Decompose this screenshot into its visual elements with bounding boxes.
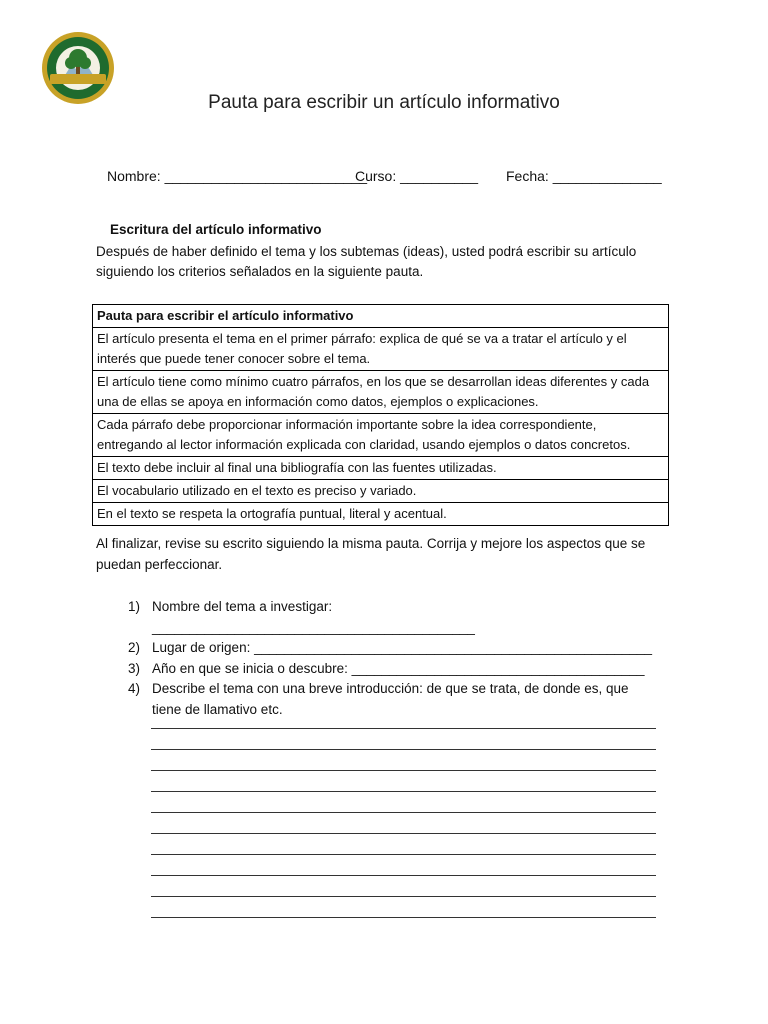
criteria-row: El artículo tiene como mínimo cuatro párrafos, en los que se desarrollan ideas diferentes y cada una de ellas se apoya en información como datos, ejemplos o explicaciones.	[93, 371, 669, 414]
answer-line[interactable]	[151, 834, 656, 855]
answer-line[interactable]	[151, 876, 656, 897]
closing-paragraph: Al finalizar, revise su escrito siguiendo la misma pauta. Corrija y mejore los aspectos que se puedan perfeccionar.	[96, 536, 646, 572]
fecha-field[interactable]: Fecha: ______________	[506, 168, 662, 184]
answer-line[interactable]	[151, 813, 656, 834]
question-text: Año en que se inicia o descubre: _______________________________________	[152, 660, 645, 676]
criteria-row: Cada párrafo debe proporcionar información importante sobre la idea correspondiente, entregando al lector información explicada con claridad, usando ejemplos o datos concretos.	[93, 414, 669, 457]
criteria-table-header: Pauta para escribir el artículo informativo	[93, 305, 669, 328]
answer-line[interactable]	[151, 792, 656, 813]
criteria-row: El vocabulario utilizado en el texto es preciso y variado.	[93, 480, 669, 503]
answer-lines[interactable]	[151, 708, 656, 918]
criteria-row: El texto debe incluir al final una bibliografía con las fuentes utilizadas.	[93, 457, 669, 480]
question-number: 1)	[128, 599, 141, 614]
criteria-table	[92, 304, 669, 526]
nombre-field[interactable]: Nombre: __________________________	[107, 168, 368, 184]
criteria-row: En el texto se respeta la ortografía puntual, literal y acentual.	[93, 503, 669, 526]
question-item[interactable]	[128, 638, 658, 659]
question-number: 2)	[128, 640, 141, 655]
page-title: Pauta para escribir un artículo informativo	[208, 92, 560, 113]
question-text: Nombre del tema a investigar: ___________________________________________	[152, 599, 475, 635]
question-number: 4)	[128, 681, 141, 696]
question-number: 3)	[128, 660, 141, 676]
question-item[interactable]	[128, 597, 658, 638]
question-text: Lugar de origen: _____________________________________________________	[152, 640, 653, 655]
answer-line[interactable]	[151, 708, 656, 729]
question-text: Describe el tema con una breve introducción: de que se trata, de donde es, que tiene de llamativo etc.	[152, 681, 629, 717]
answer-line[interactable]	[151, 855, 656, 876]
criteria-row: El artículo presenta el tema en el primer párrafo: explica de qué se va a tratar el artículo y el interés que puede tener conocer sobre el tema.	[93, 328, 669, 371]
curso-field[interactable]: Curso: __________	[355, 168, 478, 184]
answer-line[interactable]	[151, 771, 656, 792]
intro-paragraph: Después de haber definido el tema y los subtemas (ideas), usted podrá escribir su artículo siguiendo los criterios señalados en la siguiente pauta.	[96, 244, 637, 279]
answer-line[interactable]	[151, 897, 656, 918]
answer-line[interactable]	[151, 729, 656, 750]
answer-line[interactable]	[151, 750, 656, 771]
question-list	[128, 597, 658, 720]
question-item[interactable]	[128, 659, 658, 680]
section-heading: Escritura del artículo informativo	[110, 222, 322, 237]
